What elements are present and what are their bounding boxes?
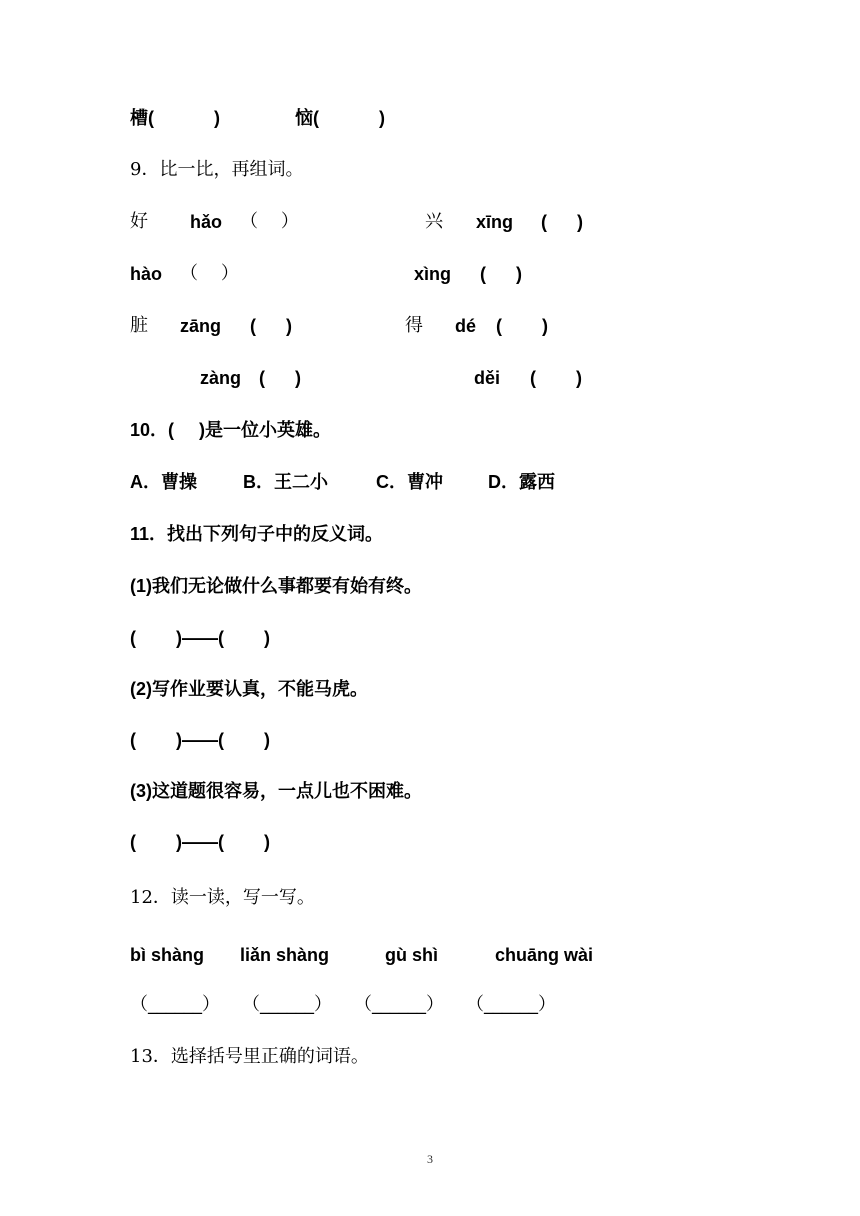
q12-blank-4: （______）	[466, 994, 556, 1015]
q12-blank-3: （______）	[354, 994, 444, 1015]
q12-title: 12．读一读，写一写。	[130, 887, 315, 908]
q11-blank-1: ( )——( )	[130, 628, 270, 648]
q11-blank-2: ( )——( )	[130, 730, 270, 750]
carryover-left: 槽( )	[130, 108, 220, 128]
q9-title: 9．比一比，再组词。	[130, 159, 304, 180]
q9-r2-pinyin2: xìng	[414, 264, 452, 284]
q9-r4-pinyin1: zàng	[200, 368, 242, 388]
q9-r4-blank1: ( )	[259, 368, 301, 388]
q11-sentence-3: (3)这道题很容易，一点儿也不困难。	[130, 781, 422, 801]
q9-r1-pinyin2: xīng	[476, 212, 514, 232]
q10-option-c: C．曹冲	[376, 472, 443, 492]
q12-blank-1: （______）	[130, 994, 220, 1015]
q11-blank-3: ( )——( )	[130, 832, 270, 852]
q9-r1-blank2: ( )	[541, 212, 583, 232]
q10-title: 10．( )是一位小英雄。	[130, 420, 332, 440]
q12-pinyin-2: liǎn shàng	[240, 945, 330, 965]
q12-pinyin-3: gù shì	[385, 945, 438, 965]
q9-r3-char2: 得	[405, 315, 423, 336]
q13-title: 13．选择括号里正确的词语。	[130, 1046, 369, 1067]
q9-r1-char1: 好	[130, 211, 148, 232]
q10-option-d: D．露西	[488, 472, 555, 492]
q9-r2-pinyin1: hào	[130, 264, 163, 284]
q11-sentence-2: (2)写作业要认真，不能马虎。	[130, 679, 368, 699]
q9-r3-pinyin2: dé	[455, 316, 477, 336]
q10-option-b: B．王二小	[243, 472, 328, 492]
q10-option-a: A．曹操	[130, 472, 197, 492]
q9-r1-char2: 兴	[425, 211, 443, 232]
q11-sentence-1: (1)我们无论做什么事都要有始有终。	[130, 576, 422, 596]
q12-blank-2: （______）	[242, 994, 332, 1015]
q9-r2-blank1: （ ）	[180, 263, 239, 284]
q9-r1-pinyin1: hǎo	[190, 212, 223, 232]
carryover-right: 恼( )	[295, 108, 385, 128]
q12-pinyin-1: bì shàng	[130, 945, 205, 965]
q9-r4-blank2: ( )	[530, 368, 582, 388]
q9-r3-blank2: ( )	[496, 316, 548, 336]
q9-r1-blank1: （ ）	[240, 211, 299, 232]
q9-r3-blank1: ( )	[250, 316, 292, 336]
q9-r3-char1: 脏	[130, 315, 148, 336]
page-number: 3	[427, 1152, 433, 1166]
q11-title: 11．找出下列句子中的反义词。	[130, 524, 384, 544]
q9-r2-blank2: ( )	[480, 264, 522, 284]
q12-pinyin-4: chuāng wài	[495, 945, 594, 965]
q9-r4-pinyin2: děi	[474, 368, 501, 388]
q9-r3-pinyin1: zāng	[180, 316, 222, 336]
